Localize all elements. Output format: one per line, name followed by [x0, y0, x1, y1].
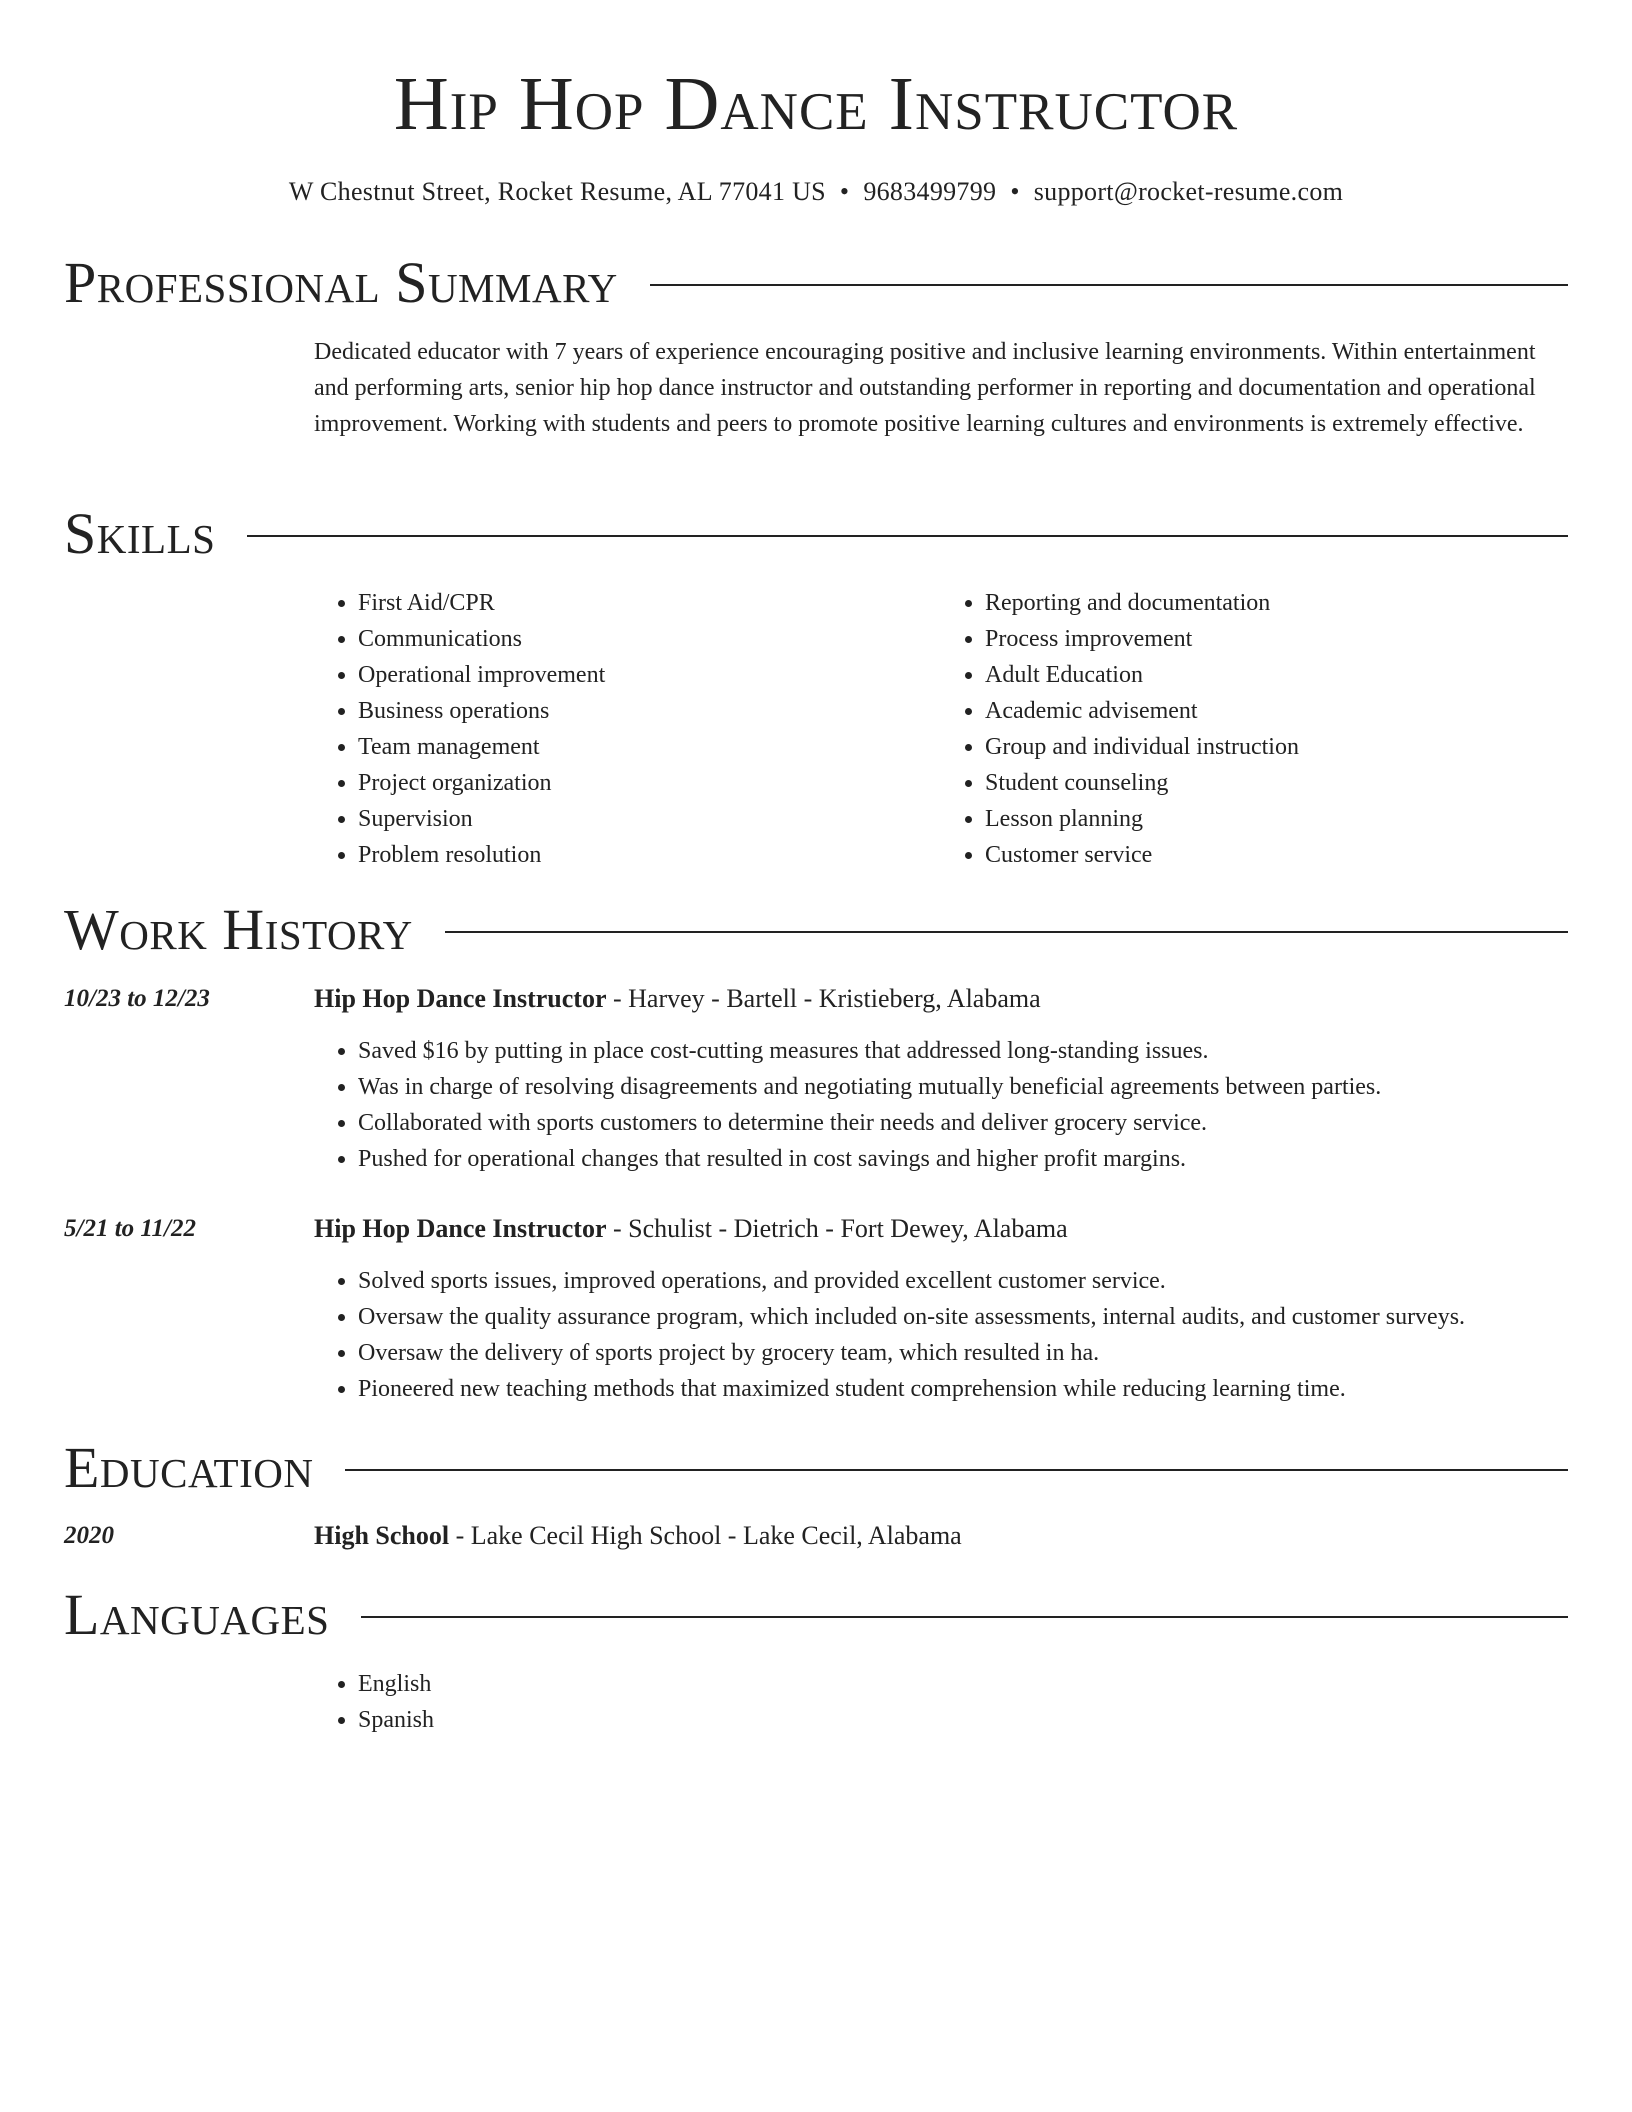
skill-item: • Operational improvement — [358, 657, 941, 693]
job-title-line — [314, 1211, 1068, 1247]
section-title: Languages — [64, 1582, 330, 1647]
skills-column-left — [314, 585, 941, 873]
languages-section-header — [64, 1580, 1568, 1650]
section-divider — [247, 535, 1568, 537]
section-title: Education — [64, 1435, 314, 1500]
job-dates: 5/21 to 11/22 — [64, 1215, 196, 1242]
skill-item: • Group and individual instruction — [985, 729, 1568, 765]
section-divider — [445, 931, 1568, 933]
contact-line — [64, 174, 1568, 210]
education-school: - Lake Cecil High School - Lake Cecil, Alabama — [449, 1521, 962, 1550]
separator: • — [1010, 177, 1020, 206]
skill-item: • Supervision — [358, 801, 941, 837]
job-bullet: • Pioneered new teaching methods that maximized student comprehension while reducing learning time. — [358, 1371, 1568, 1407]
job-dates: 10/23 to 12/23 — [64, 985, 210, 1012]
job-employer: - Harvey - Bartell - Kristieberg, Alabama — [606, 984, 1041, 1013]
email: support@rocket-resume.com — [1033, 177, 1344, 206]
job-bullet: • Oversaw the quality assurance program, which included on-site assessments, internal audits, and customer surveys. — [358, 1299, 1568, 1335]
education-degree: High School — [314, 1521, 450, 1550]
skills-column-right — [941, 585, 1568, 873]
job-bullet: • Solved sports issues, improved operations, and provided excellent customer service. — [358, 1263, 1568, 1299]
job-role: Hip Hop Dance Instructor — [314, 1214, 607, 1243]
job-title-line — [314, 981, 1041, 1017]
phone: 9683499799 — [863, 177, 997, 206]
skills-section-header — [64, 499, 1568, 569]
education-line — [314, 1518, 962, 1554]
languages-list — [314, 1666, 1568, 1738]
skill-item: • Student counseling — [985, 765, 1568, 801]
job-role: Hip Hop Dance Instructor — [314, 984, 607, 1013]
job-bullet: • Oversaw the delivery of sports project by grocery team, which resulted in ha. — [358, 1335, 1568, 1371]
section-title: Skills — [64, 501, 216, 566]
skill-item: • Reporting and documentation — [985, 585, 1568, 621]
job-responsibilities — [314, 1033, 1568, 1177]
address: W Chestnut Street, Rocket Resume, AL 77041 US — [288, 177, 826, 206]
section-divider — [361, 1616, 1568, 1618]
skill-item: • Process improvement — [985, 621, 1568, 657]
skill-item: • Lesson planning — [985, 801, 1568, 837]
section-title: Professional Summary — [64, 250, 618, 315]
skills-list — [314, 585, 1568, 873]
job-bullet: • Was in charge of resolving disagreements and negotiating mutually beneficial agreements between parties. — [358, 1069, 1568, 1105]
job-bullet: • Pushed for operational changes that resulted in cost savings and higher profit margins. — [358, 1141, 1568, 1177]
work-section-header — [64, 895, 1568, 965]
education-section-header — [64, 1433, 1568, 1503]
skill-item: • Team management — [358, 729, 941, 765]
skill-item: • Customer service — [985, 837, 1568, 873]
section-divider — [345, 1469, 1568, 1471]
skill-item: • First Aid/CPR — [358, 585, 941, 621]
summary-section-header — [64, 248, 1568, 318]
skill-item: • Academic advisement — [985, 693, 1568, 729]
separator: • — [839, 177, 850, 206]
education-year: 2020 — [64, 1522, 114, 1549]
language-item: • English — [358, 1666, 1568, 1702]
skill-item: • Project organization — [358, 765, 941, 801]
language-item: • Spanish — [358, 1702, 1568, 1738]
section-divider — [650, 284, 1568, 286]
job-responsibilities — [314, 1263, 1568, 1407]
candidate-name: Hip Hop Dance Instructor — [393, 62, 1239, 146]
skill-item: • Communications — [358, 621, 941, 657]
skill-item: • Problem resolution — [358, 837, 941, 873]
skill-item: • Business operations — [358, 693, 941, 729]
job-bullet: • Collaborated with sports customers to determine their needs and deliver grocery service. — [358, 1105, 1568, 1141]
summary-text: Dedicated educator with 7 years of experience encouraging positive and inclusive learning environments. Within entertainment and performing arts, senior hip hop dance instructor and outstanding performer in reporting and documentation and operational improvement. Working with students and peers to promote positive learning cultures and environments is extremely effective. — [314, 339, 1536, 437]
job-bullet: • Saved $16 by putting in place cost-cutting measures that addressed long-standing issues. — [358, 1033, 1568, 1069]
section-title: Work History — [64, 897, 413, 962]
job-employer: - Schulist - Dietrich - Fort Dewey, Alabama — [606, 1214, 1068, 1243]
skill-item: • Adult Education — [985, 657, 1568, 693]
